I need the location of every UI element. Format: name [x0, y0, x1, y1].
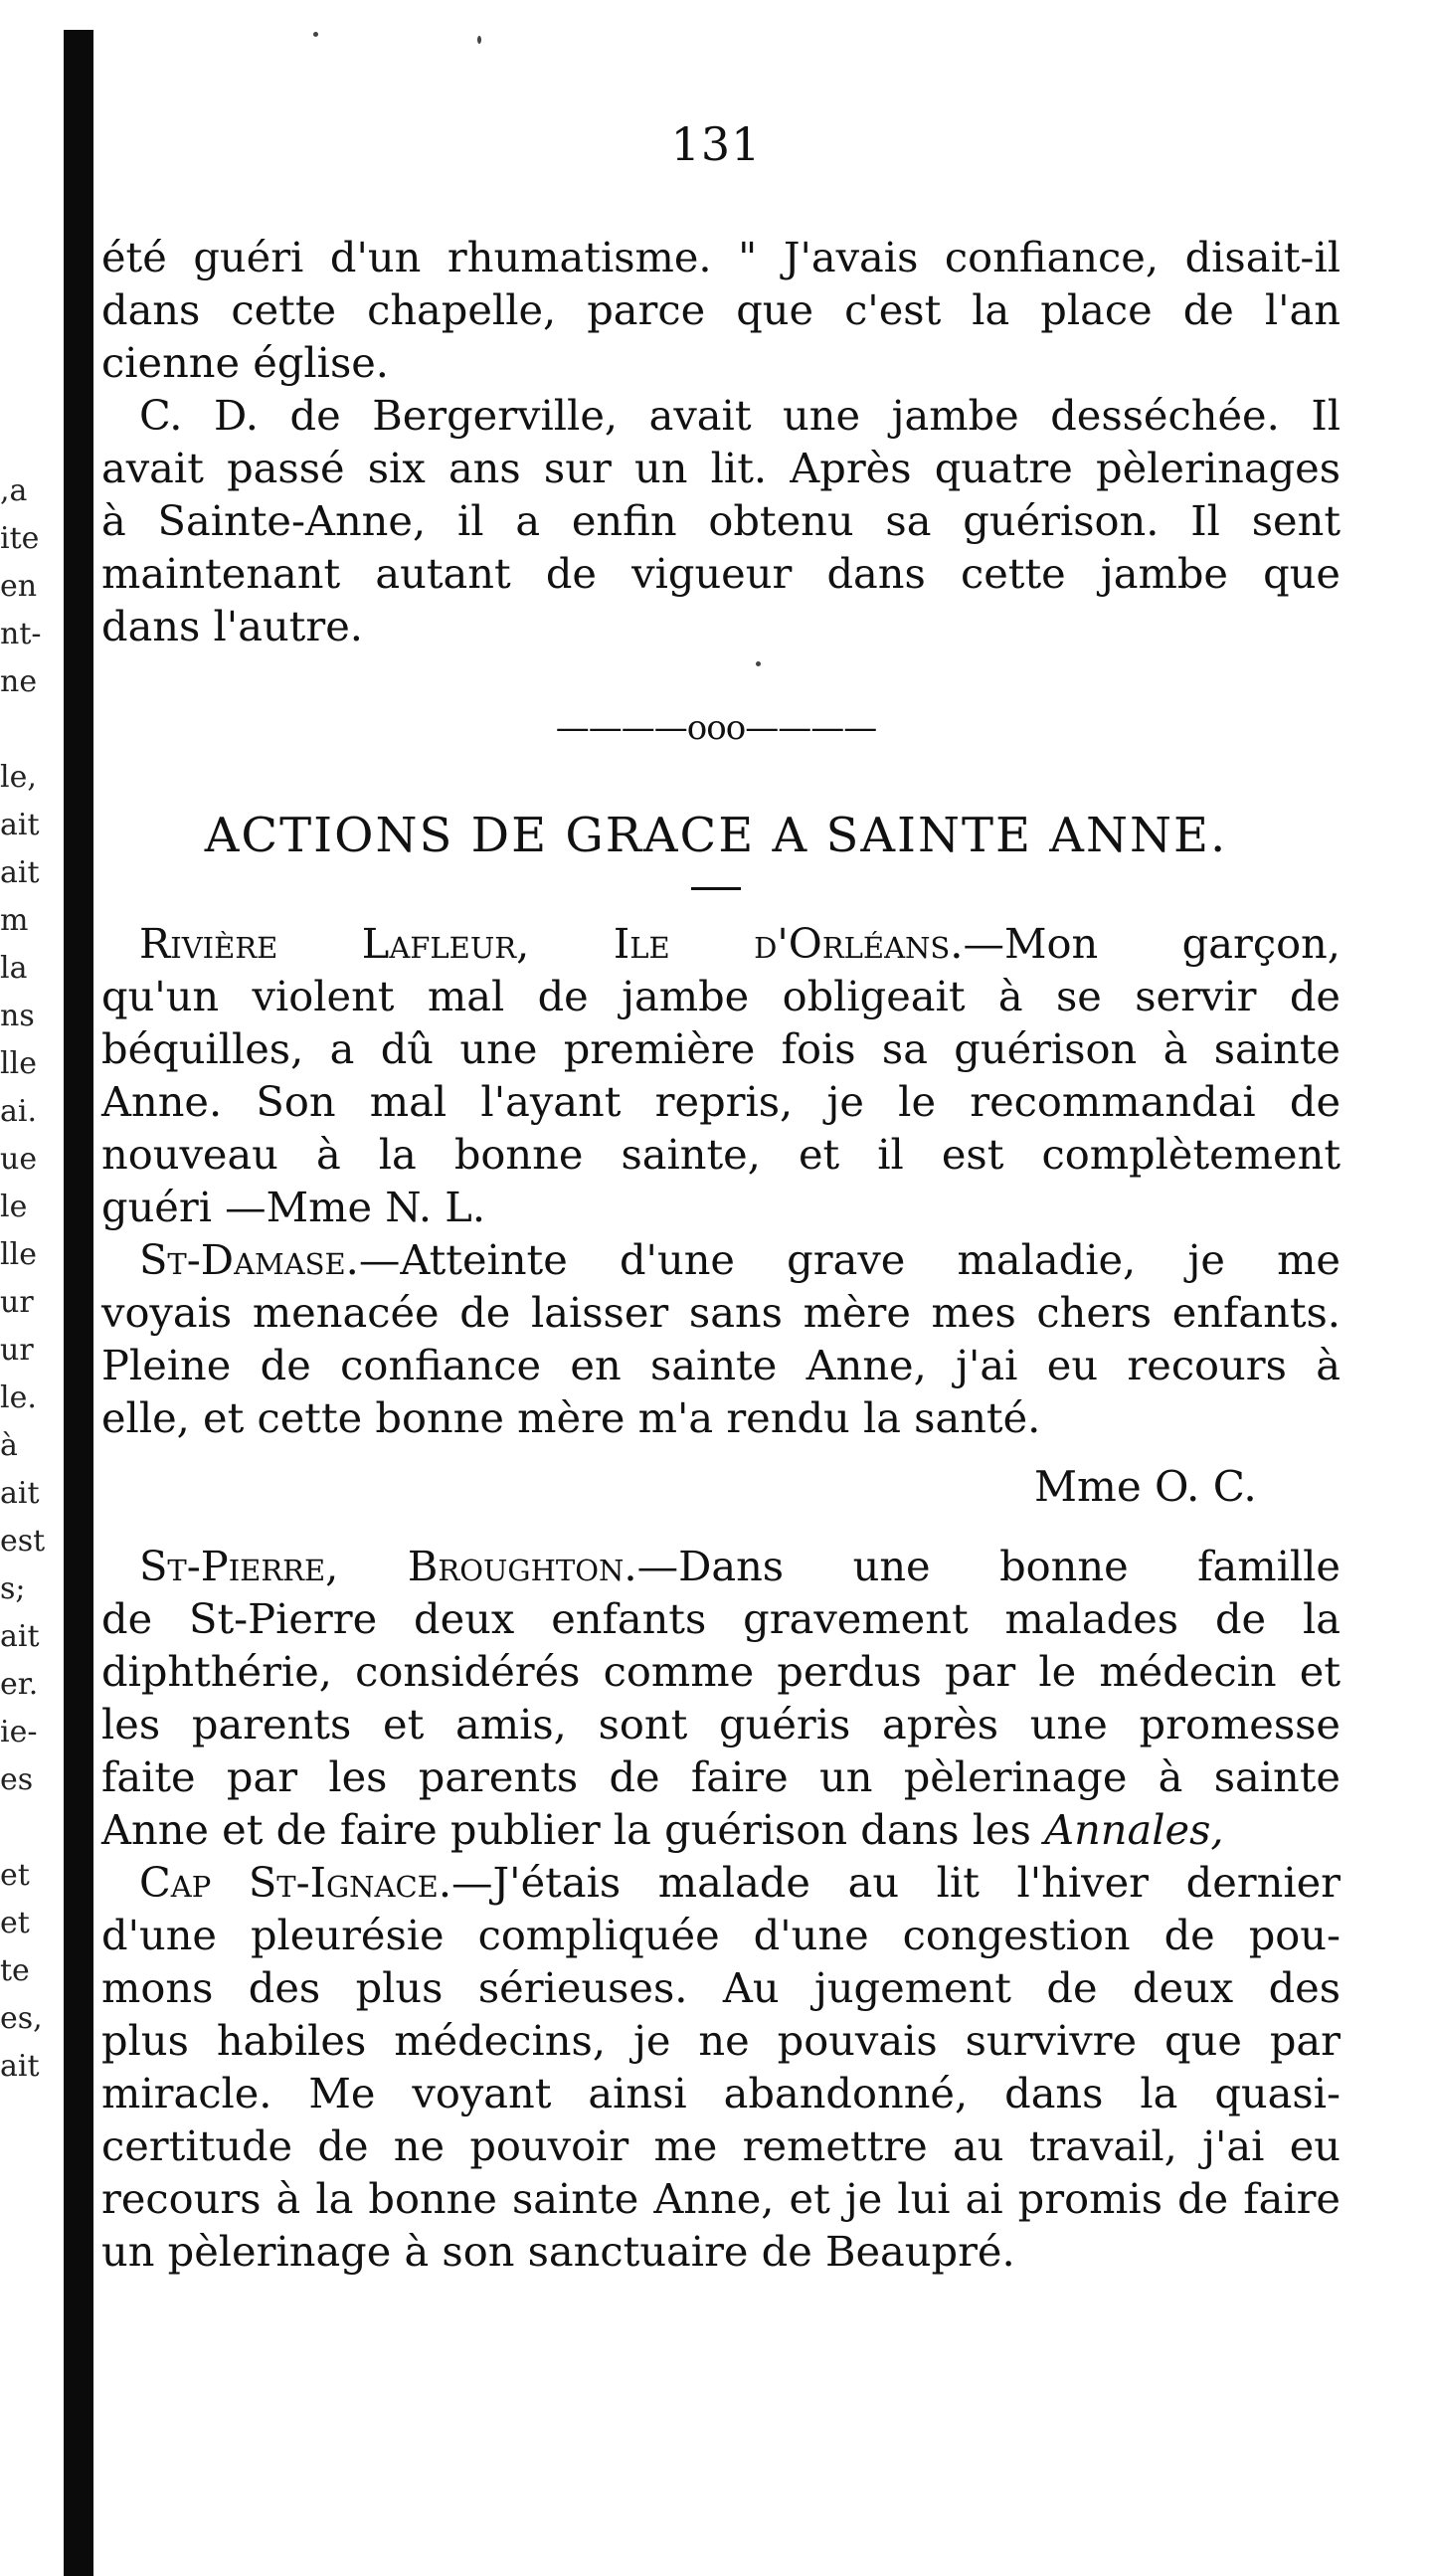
text-line: de St-Pierre deux enfants gravement malades de la — [101, 1594, 1341, 1643]
testimonials — [101, 917, 1341, 1444]
text-line: plus habiles médecins, je ne pouvais survivre que par — [101, 2016, 1341, 2065]
margin-fragment: ait — [0, 1619, 40, 1654]
margin-fragment: ns — [0, 999, 35, 1033]
text-line: recours à la bonne sainte Anne, et je lui ai promis de faire — [101, 2174, 1341, 2223]
margin-fragment: à — [0, 1428, 18, 1463]
margin-fragment: nt- — [0, 617, 42, 651]
testimonials-continued — [101, 1540, 1341, 2278]
margin-fragment: ne — [0, 664, 38, 699]
margin-fragment: ait — [0, 855, 40, 890]
text-line: dans l'autre. — [101, 602, 363, 650]
place-name: Rivière Lafleur, Ile d'Orléans. — [139, 919, 964, 968]
place-name: St-Damase. — [139, 1235, 359, 1284]
text-line: Anne. Son mal l'ayant repris, je le recommandai de — [101, 1077, 1341, 1126]
text-line: diphthérie, considérés comme perdus par le médecin et — [101, 1647, 1341, 1696]
text-line: Anne et de faire publier la guérison dans les Annales, — [101, 1805, 1224, 1854]
margin-fragment: ait — [0, 2049, 40, 2084]
testimonial-first-line: Rivière Lafleur, Ile d'Orléans.—Mon garçon, — [139, 919, 1341, 968]
margin-fragment: es, — [0, 2001, 43, 2036]
text-line: miracle. Me voyant ainsi abandonné, dans la quasi- — [101, 2069, 1341, 2117]
margin-fragment: ait — [0, 808, 40, 842]
text-line: été guéri d'un rhumatisme. " J'avais confiance, disait-il — [101, 233, 1341, 281]
margin-fragment: ,a — [0, 473, 28, 508]
margin-fragment: et — [0, 1858, 30, 1893]
print-speck — [756, 661, 761, 666]
text-line: mons des plus sérieuses. Au jugement de deux des — [101, 1963, 1341, 2012]
margin-fragment: lle — [0, 1046, 37, 1081]
text-line: à Sainte-Anne, il a enfin obtenu sa guérison. Il sent — [101, 496, 1341, 545]
print-speck — [477, 36, 481, 44]
margin-fragment: ie- — [0, 1715, 38, 1749]
margin-fragment: lle — [0, 1237, 37, 1272]
testimonial-first-line: St-Damase.—Atteinte d'une grave maladie, je me — [139, 1235, 1341, 1284]
margin-fragment: es — [0, 1762, 34, 1797]
place-name: Cap St-Ignace. — [139, 1858, 452, 1907]
margin-fragment: ait — [0, 1476, 40, 1511]
margin-fragment: ai. — [0, 1094, 38, 1129]
paragraph-continuation — [101, 231, 1341, 652]
text-line: béquilles, a dû une première fois sa guérison à sainte — [101, 1024, 1341, 1073]
text-line: C. D. de Bergerville, avait une jambe desséchée. Il — [139, 391, 1341, 440]
margin-fragment: en — [0, 569, 38, 604]
margin-fragment: ue — [0, 1142, 38, 1177]
margin-gap — [0, 1804, 64, 1852]
margin-fragment: le, — [0, 760, 37, 795]
italic-title: Annales, — [1044, 1805, 1224, 1854]
margin-fragment: le. — [0, 1380, 37, 1415]
margin-fragment: s; — [0, 1571, 26, 1606]
signature: Mme O. C. — [1034, 1462, 1257, 1511]
margin-fragment: er. — [0, 1667, 39, 1702]
page-number: 131 — [670, 117, 762, 171]
text-line: dans cette chapelle, parce que c'est la place de l'an — [101, 285, 1341, 334]
binding-gutter — [64, 30, 93, 2576]
margin-fragment: m — [0, 903, 29, 938]
section-divider: ————ooo———— — [555, 708, 877, 748]
text-line: un pèlerinage à son sanctuaire de Beaupré. — [101, 2227, 1015, 2276]
text-line: Pleine de confiance en sainte Anne, j'ai eu recours à — [101, 1341, 1341, 1389]
margin-fragment: ite — [0, 521, 40, 556]
margin-fragment: te — [0, 1953, 30, 1988]
margin-fragment: la — [0, 951, 28, 986]
margin-fragment: le — [0, 1190, 28, 1224]
text-line: faite par les parents de faire un pèlerinage à sainte — [101, 1752, 1341, 1801]
text-line: d'une pleurésie compliquée d'une congestion de pou- — [101, 1911, 1341, 1959]
testimonial-first-line: Cap St-Ignace.—J'étais malade au lit l'hiver dernier — [139, 1858, 1341, 1907]
margin-fragment: ur — [0, 1285, 34, 1320]
margin-fragment: ur — [0, 1333, 34, 1368]
text-line: voyais menacée de laisser sans mère mes chers enfants. — [101, 1288, 1341, 1337]
text-line: les parents et amis, sont guéris après une promesse — [101, 1700, 1341, 1748]
place-name: St-Pierre, Broughton. — [139, 1542, 637, 1590]
text-line: maintenant autant de vigueur dans cette jambe que — [101, 549, 1341, 598]
text-line: nouveau à la bonne sainte, et il est complètement — [101, 1130, 1341, 1179]
testimonial-first-line: St-Pierre, Broughton.—Dans une bonne famille — [139, 1542, 1341, 1590]
text-line: cienne église. — [101, 338, 390, 387]
text-line: elle, et cette bonne mère m'a rendu la santé. — [101, 1393, 1041, 1442]
print-speck — [313, 32, 318, 37]
text-line: certitude de ne pouvoir me remettre au travail, j'ai eu — [101, 2121, 1341, 2170]
heading-rule — [691, 887, 741, 890]
margin-fragment: et — [0, 1906, 30, 1940]
text-line: avait passé six ans sur un lit. Après quatre pèlerinages — [101, 444, 1341, 492]
text-line: guéri —Mme N. L. — [101, 1183, 486, 1231]
text-line: qu'un violent mal de jambe obligeait à se servir de — [101, 972, 1341, 1020]
margin-fragment: est — [0, 1524, 46, 1559]
section-heading: ACTIONS DE GRACE A SAINTE ANNE. — [204, 808, 1228, 863]
